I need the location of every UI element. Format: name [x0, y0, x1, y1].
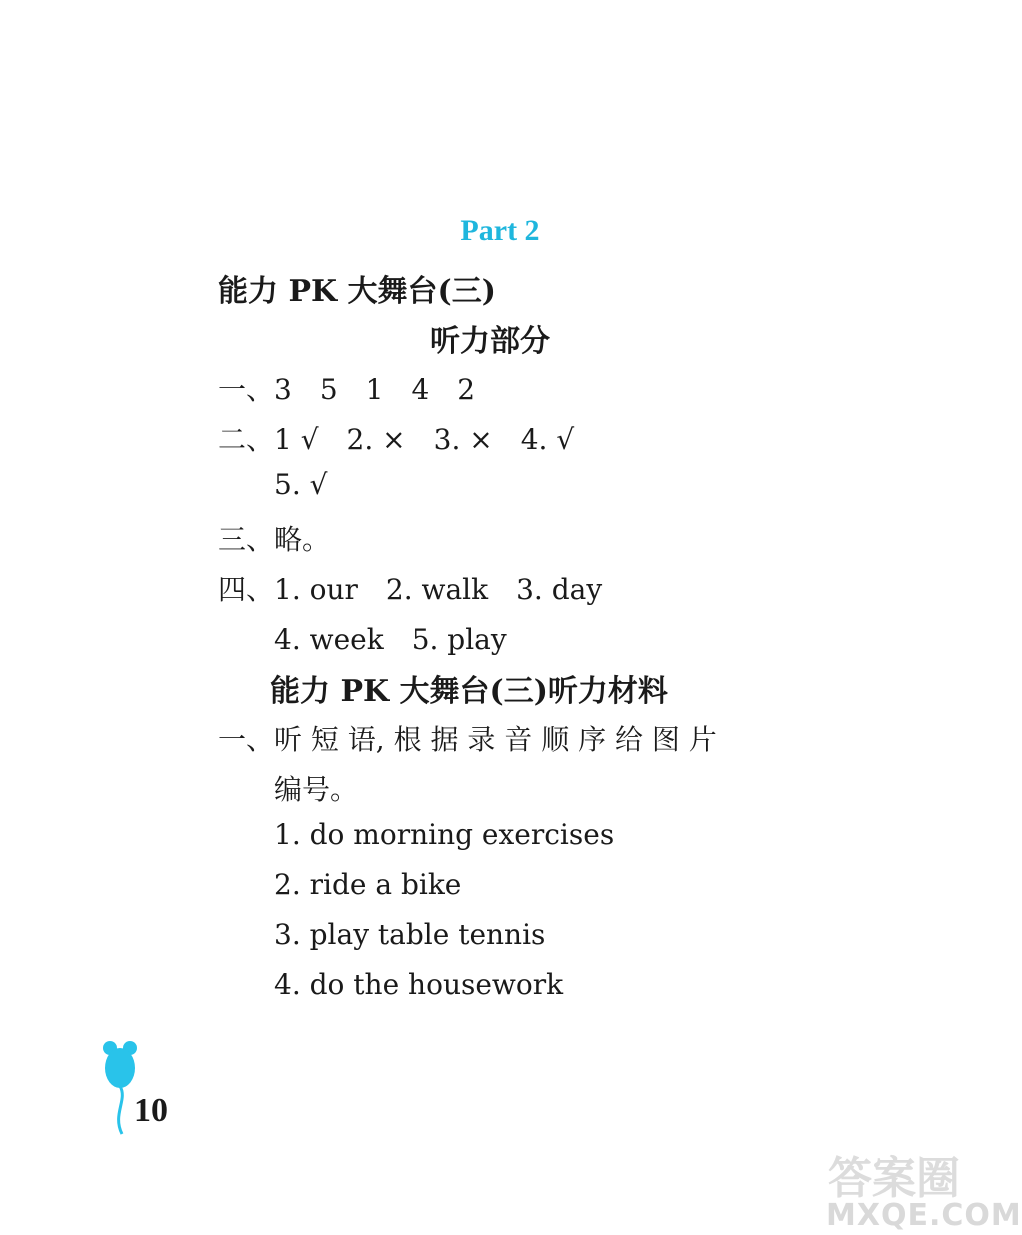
watermark-logo: 答案圈 [828, 1153, 960, 1204]
list-item: 2. ride a bike [274, 868, 462, 901]
materials-heading: 能力 PK 大舞台(三)听力材料 [270, 674, 668, 709]
list-item: 4. do the housework [274, 968, 564, 1001]
materials-instruction-line1: 一、听 短 语, 根 据 录 音 顺 序 给 图 片 [218, 723, 717, 756]
page-number: 10 [134, 1092, 168, 1129]
listening-heading: 听力部分 [430, 324, 550, 359]
answer-q1: 一、3 5 1 4 2 [218, 373, 476, 406]
answer-q2-line1: 二、1 √ 2. × 3. × 4. √ [218, 423, 575, 456]
section-title: Part 2 [460, 214, 540, 247]
list-item: 1. do morning exercises [274, 818, 615, 851]
materials-instruction-line2: 编号。 [274, 773, 359, 806]
answer-q4-line1: 四、1. our 2. walk 3. day [218, 573, 603, 606]
answer-q4-line2: 4. week 5. play [274, 623, 507, 656]
answer-q3: 三、略。 [218, 523, 331, 556]
list-item: 3. play table tennis [274, 918, 546, 951]
watermark-domain: MXQE.COM [826, 1198, 1022, 1233]
watermark [818, 1140, 1022, 1235]
test-heading: 能力 PK 大舞台(三) [218, 274, 496, 309]
answer-q2-line2: 5. √ [274, 468, 328, 501]
